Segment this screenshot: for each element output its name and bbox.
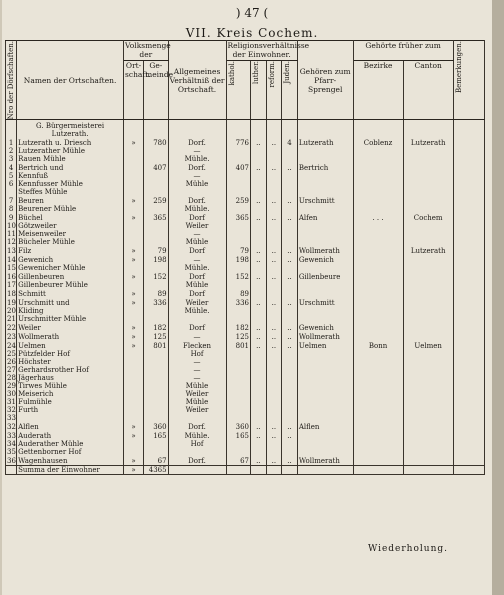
- sum-empty: [453, 466, 484, 475]
- bezirk: Bonn: [353, 341, 403, 422]
- reform-count: ..: [266, 272, 282, 289]
- table-row: [6, 246, 485, 255]
- kathol-count: 336: [226, 298, 251, 323]
- relation: Dorf. Mühle.: [168, 196, 226, 213]
- luther-count: ..: [251, 431, 267, 456]
- sum-empty: [297, 466, 353, 475]
- gemeinde-count: 780: [144, 138, 169, 163]
- ortschaft-count: »: [124, 298, 144, 323]
- row-number: 7 8: [6, 196, 17, 213]
- remarks-cell: [453, 255, 484, 272]
- bezirk: [353, 246, 403, 255]
- remarks-cell: [453, 163, 484, 196]
- kathol-count: 801: [226, 341, 251, 422]
- ortschaft-count: »: [124, 196, 144, 213]
- luther-count: ..: [251, 298, 267, 323]
- table-row: [6, 422, 485, 431]
- footer-catchword: Wiederholung.: [368, 544, 448, 554]
- pfarrsprengel: Urschmitt: [297, 196, 353, 213]
- col-reform: reform.: [266, 61, 282, 120]
- relation: Mühle. Hof: [168, 431, 226, 456]
- table-row: [6, 163, 485, 196]
- col-juden: Juden.: [282, 61, 298, 120]
- bezirk: [353, 272, 403, 289]
- canton: [403, 456, 453, 466]
- bezirk: Coblenz: [353, 138, 403, 163]
- col-canton: Canton: [403, 61, 453, 120]
- gemeinde-count: 125: [144, 332, 169, 341]
- reform-count: ..: [266, 298, 282, 323]
- reform-count: ..: [266, 422, 282, 431]
- pfarrsprengel: Alfen: [297, 213, 353, 246]
- juden-count: ..: [282, 272, 298, 289]
- place-name: Alflen: [17, 422, 124, 431]
- relation: Dorf Weiler — Mühle: [168, 213, 226, 246]
- table-row: [6, 255, 485, 272]
- canton: [403, 422, 453, 431]
- place-name: Uelmen Pützfelder Hof Höchster Gerhardsrother Hof Jägerhaus Tirwes Mühle Meiserich Fulmühle Furth: [17, 341, 124, 422]
- gemeinde-count: 365: [144, 213, 169, 246]
- pfarrsprengel: Urschmitt: [297, 298, 353, 323]
- bezirk: [353, 163, 403, 196]
- row-number: 23: [7, 333, 16, 342]
- juden-count: ..: [282, 456, 298, 466]
- bezirk: [353, 332, 403, 341]
- col-volksmenge: Volksmenge der: [125, 41, 171, 59]
- sum-spacer: [6, 466, 17, 475]
- luther-count: ..: [251, 272, 267, 289]
- bezirk: . . .: [353, 213, 403, 246]
- canton: [403, 163, 453, 196]
- col-pfarrsprengel: Gehören zum Pfarr-Sprengel: [297, 41, 353, 120]
- sum-label: Summa der Einwohner: [17, 466, 124, 475]
- kathol-count: 125: [226, 332, 251, 341]
- relation: Weiler Mühle.: [168, 298, 226, 323]
- reform-count: ..: [266, 196, 282, 213]
- kathol-count: 165: [226, 431, 251, 456]
- kathol-count: 89: [226, 289, 251, 298]
- col-ortschaft: Ort-schaft.: [124, 61, 144, 120]
- place-name: Schmitt: [17, 289, 124, 298]
- table-row: [6, 196, 485, 213]
- juden-count: ..: [282, 332, 298, 341]
- kathol-count: 182: [226, 323, 251, 332]
- juden-count: 4: [282, 138, 298, 163]
- relation: Flecken Hof — — — Mühle Weiler Mühle Weiler: [168, 341, 226, 422]
- kathol-count: 67: [226, 456, 251, 466]
- gemeinde-count: 165: [144, 431, 169, 456]
- reform-count: [266, 289, 282, 298]
- sum-gemeinde: 4365: [144, 466, 169, 475]
- col-religion: Religionsverhältnisse der Einwohner.: [227, 41, 310, 59]
- ortschaft-count: »: [124, 431, 144, 456]
- bezirk: [353, 323, 403, 332]
- relation: Dorf. — Mühle: [168, 163, 226, 196]
- row-number: 13: [7, 247, 16, 256]
- canton: Cochem: [403, 213, 453, 246]
- pfarrsprengel: Uelmen: [297, 341, 353, 422]
- col-bezirke: Bezirke: [353, 61, 403, 120]
- remarks-cell: [453, 272, 484, 289]
- table-row: [6, 456, 485, 466]
- gemeinde-count: 79: [144, 246, 169, 255]
- canton: [403, 255, 453, 272]
- place-name: Weiler: [17, 323, 124, 332]
- bezirk: [353, 298, 403, 323]
- table-row: [6, 431, 485, 456]
- col-kathol: kathol.: [226, 61, 251, 120]
- reform-count: ..: [266, 138, 282, 163]
- remarks-cell: [453, 456, 484, 466]
- canton: [403, 323, 453, 332]
- gemeinde-count: 259: [144, 196, 169, 213]
- pfarrsprengel: Alflen: [297, 422, 353, 431]
- row-number: 16 17: [7, 273, 16, 290]
- table-row: [6, 332, 485, 341]
- bezirk: [353, 422, 403, 431]
- sum-empty: [226, 466, 251, 475]
- juden-count: ..: [282, 196, 298, 213]
- row-number: 33 34 35: [7, 432, 16, 457]
- gemeinde-count: 67: [144, 456, 169, 466]
- col-nr: Nro der Dörfschaften.: [7, 41, 15, 120]
- table-row: [6, 298, 485, 323]
- luther-count: ..: [251, 341, 267, 422]
- luther-count: ..: [251, 323, 267, 332]
- reform-count: ..: [266, 246, 282, 255]
- juden-count: [282, 289, 298, 298]
- luther-count: ..: [251, 163, 267, 196]
- juden-count: ..: [282, 298, 298, 323]
- remarks-cell: [453, 246, 484, 255]
- row-number: 19 20 21: [7, 299, 16, 324]
- juden-count: ..: [282, 323, 298, 332]
- table-row: [6, 289, 485, 298]
- reform-count: ..: [266, 456, 282, 466]
- sum-empty: [353, 466, 403, 475]
- col-names: Namen der Ortschaften.: [17, 41, 124, 120]
- sum-empty: [282, 466, 298, 475]
- relation: Dorf: [168, 323, 226, 332]
- bezirk: [353, 255, 403, 272]
- ortschaft-count: »: [124, 138, 144, 163]
- table-row: [6, 323, 485, 332]
- gemeinde-count: 407: [144, 163, 169, 196]
- juden-count: ..: [282, 163, 298, 196]
- row-number: 24 25 26 27 28 29 30 31 32 33: [7, 342, 16, 423]
- luther-count: ..: [251, 456, 267, 466]
- pfarrsprengel: Wollmerath: [297, 332, 353, 341]
- reform-count: ..: [266, 332, 282, 341]
- kathol-count: 79: [226, 246, 251, 255]
- ortschaft-count: »: [124, 272, 144, 289]
- row-number: 32: [7, 423, 16, 432]
- luther-count: ..: [251, 255, 267, 272]
- ortschaft-count: »: [124, 323, 144, 332]
- bezirk: [353, 196, 403, 213]
- gemeinde-count: 198: [144, 255, 169, 272]
- row-number: 14 15: [7, 256, 16, 273]
- canton: [403, 272, 453, 289]
- col-frueher: Gehörte früher zum: [353, 41, 453, 61]
- remarks-cell: [453, 213, 484, 246]
- juden-count: ..: [282, 255, 298, 272]
- pfarrsprengel: [297, 289, 353, 298]
- bezirk: [353, 431, 403, 456]
- luther-count: [251, 289, 267, 298]
- kathol-count: 259: [226, 196, 251, 213]
- reform-count: ..: [266, 213, 282, 246]
- reform-count: ..: [266, 341, 282, 422]
- pfarrsprengel: Wollmerath: [297, 246, 353, 255]
- relation: —: [168, 332, 226, 341]
- table-row: [6, 272, 485, 289]
- sum-row: [6, 466, 485, 475]
- sum-empty: [251, 466, 267, 475]
- relation: Dorf: [168, 246, 226, 255]
- canton: [403, 289, 453, 298]
- relation: Dorf. — Mühle.: [168, 138, 226, 163]
- relation: Dorf.: [168, 422, 226, 431]
- canton: [403, 298, 453, 323]
- place-name: Filz: [17, 246, 124, 255]
- sum-ortschaft: »: [124, 466, 144, 475]
- ortschaft-count: »: [124, 332, 144, 341]
- place-name: Auderath Auderather Mühle Gettenborner Hof: [17, 431, 124, 456]
- place-name: Urschmitt und Kliding Urschmitter Mühle: [17, 298, 124, 323]
- juden-count: ..: [282, 246, 298, 255]
- reform-count: ..: [266, 255, 282, 272]
- place-name: Bertrich und Kennfuß Kennfusser Mühle Steffes Mühle: [17, 163, 124, 196]
- pfarrsprengel: Bertrich: [297, 163, 353, 196]
- reform-count: ..: [266, 163, 282, 196]
- place-name: Beuren Beurener Mühle: [17, 196, 124, 213]
- kathol-count: 776: [226, 138, 251, 163]
- kathol-count: 407: [226, 163, 251, 196]
- canton: Uelmen: [403, 341, 453, 422]
- relation: Dorf Mühle: [168, 272, 226, 289]
- sum-empty: [168, 466, 226, 475]
- juden-count: ..: [282, 213, 298, 246]
- remarks-cell: [453, 138, 484, 163]
- luther-count: ..: [251, 332, 267, 341]
- kathol-count: 152: [226, 272, 251, 289]
- remarks-cell: [453, 341, 484, 422]
- sum-empty: [266, 466, 282, 475]
- gemeinde-count: 336: [144, 298, 169, 323]
- canton: [403, 196, 453, 213]
- luther-count: ..: [251, 246, 267, 255]
- juden-count: ..: [282, 341, 298, 422]
- luther-count: ..: [251, 196, 267, 213]
- luther-count: ..: [251, 138, 267, 163]
- kathol-count: 365: [226, 213, 251, 246]
- reform-count: ..: [266, 431, 282, 456]
- page-number: ) 47 (: [235, 6, 269, 20]
- canton: Lutzerath: [403, 246, 453, 255]
- row-number: 1 2 3: [6, 138, 17, 163]
- population-table: [5, 40, 485, 475]
- place-name: Gewenich Gewenicher Mühle: [17, 255, 124, 272]
- pfarrsprengel: Gewenich: [297, 255, 353, 272]
- juden-count: ..: [282, 431, 298, 456]
- pfarrsprengel: Gillenbeure: [297, 272, 353, 289]
- table-row: [6, 341, 485, 422]
- bezirk: [353, 289, 403, 298]
- luther-count: ..: [251, 422, 267, 431]
- ortschaft-count: »: [124, 422, 144, 431]
- canton: [403, 431, 453, 456]
- place-name: Büchel Götzweiler Meisenweiler Bücheler Mühle: [17, 213, 124, 246]
- remarks-cell: [453, 332, 484, 341]
- place-name: Wollmerath: [17, 332, 124, 341]
- remarks-cell: [453, 289, 484, 298]
- col-bemerkungen: Bemerkungen.: [453, 41, 484, 120]
- relation: — Mühle.: [168, 255, 226, 272]
- table-row: [6, 138, 485, 163]
- ortschaft-count: »: [124, 341, 144, 422]
- row-number: 36: [7, 457, 16, 466]
- gemeinde-count: 182: [144, 323, 169, 332]
- juden-count: ..: [282, 422, 298, 431]
- bezirk: [353, 456, 403, 466]
- reform-count: ..: [266, 323, 282, 332]
- sum-empty: [403, 466, 453, 475]
- gemeinde-count: 152: [144, 272, 169, 289]
- kathol-count: 360: [226, 422, 251, 431]
- place-name: Wagenhausen: [17, 456, 124, 466]
- ortschaft-count: »: [124, 289, 144, 298]
- gemeinde-count: 360: [144, 422, 169, 431]
- page-edge: [492, 0, 504, 595]
- pfarrsprengel: Lutzerath: [297, 138, 353, 163]
- row-number: 22: [7, 324, 16, 333]
- remarks-cell: [453, 422, 484, 431]
- table-row: [6, 213, 485, 246]
- canton: [403, 332, 453, 341]
- col-allgemeines: Allgemeines Verhältniß der Ortschaft.: [168, 41, 226, 120]
- ortschaft-count: [124, 163, 144, 196]
- section-title: G. Bürgermeisterei Lutzerath.: [17, 120, 124, 139]
- ortschaft-count: »: [124, 456, 144, 466]
- relation: Dorf.: [168, 456, 226, 466]
- row-number: 18: [7, 290, 16, 299]
- col-gemeinde: Ge-meinde: [144, 61, 169, 120]
- relation: Dorf: [168, 289, 226, 298]
- remarks-cell: [453, 323, 484, 332]
- pfarrsprengel: Wollmerath: [297, 456, 353, 466]
- ortschaft-count: »: [124, 213, 144, 246]
- pfarrsprengel: [297, 431, 353, 456]
- pfarrsprengel: Gewenich: [297, 323, 353, 332]
- remarks-cell: [453, 298, 484, 323]
- remarks-cell: [453, 196, 484, 213]
- gemeinde-count: 801: [144, 341, 169, 422]
- luther-count: ..: [251, 213, 267, 246]
- col-luther: luther.: [251, 61, 267, 120]
- gemeinde-count: 89: [144, 289, 169, 298]
- ortschaft-count: »: [124, 246, 144, 255]
- ortschaft-count: »: [124, 255, 144, 272]
- row-number: 9 10 11 12: [7, 214, 16, 247]
- page-header: VII. Kreis Cochem.: [185, 26, 319, 40]
- place-name: Gillenbeuren Gillenbeurer Mühle: [17, 272, 124, 289]
- kathol-count: 198: [226, 255, 251, 272]
- canton: Lutzerath: [403, 138, 453, 163]
- remarks-cell: [453, 431, 484, 456]
- place-name: Lutzerath u. Driesch Lutzerather Mühle Rauen Mühle: [17, 138, 124, 163]
- row-number: 4 5 6: [6, 163, 17, 196]
